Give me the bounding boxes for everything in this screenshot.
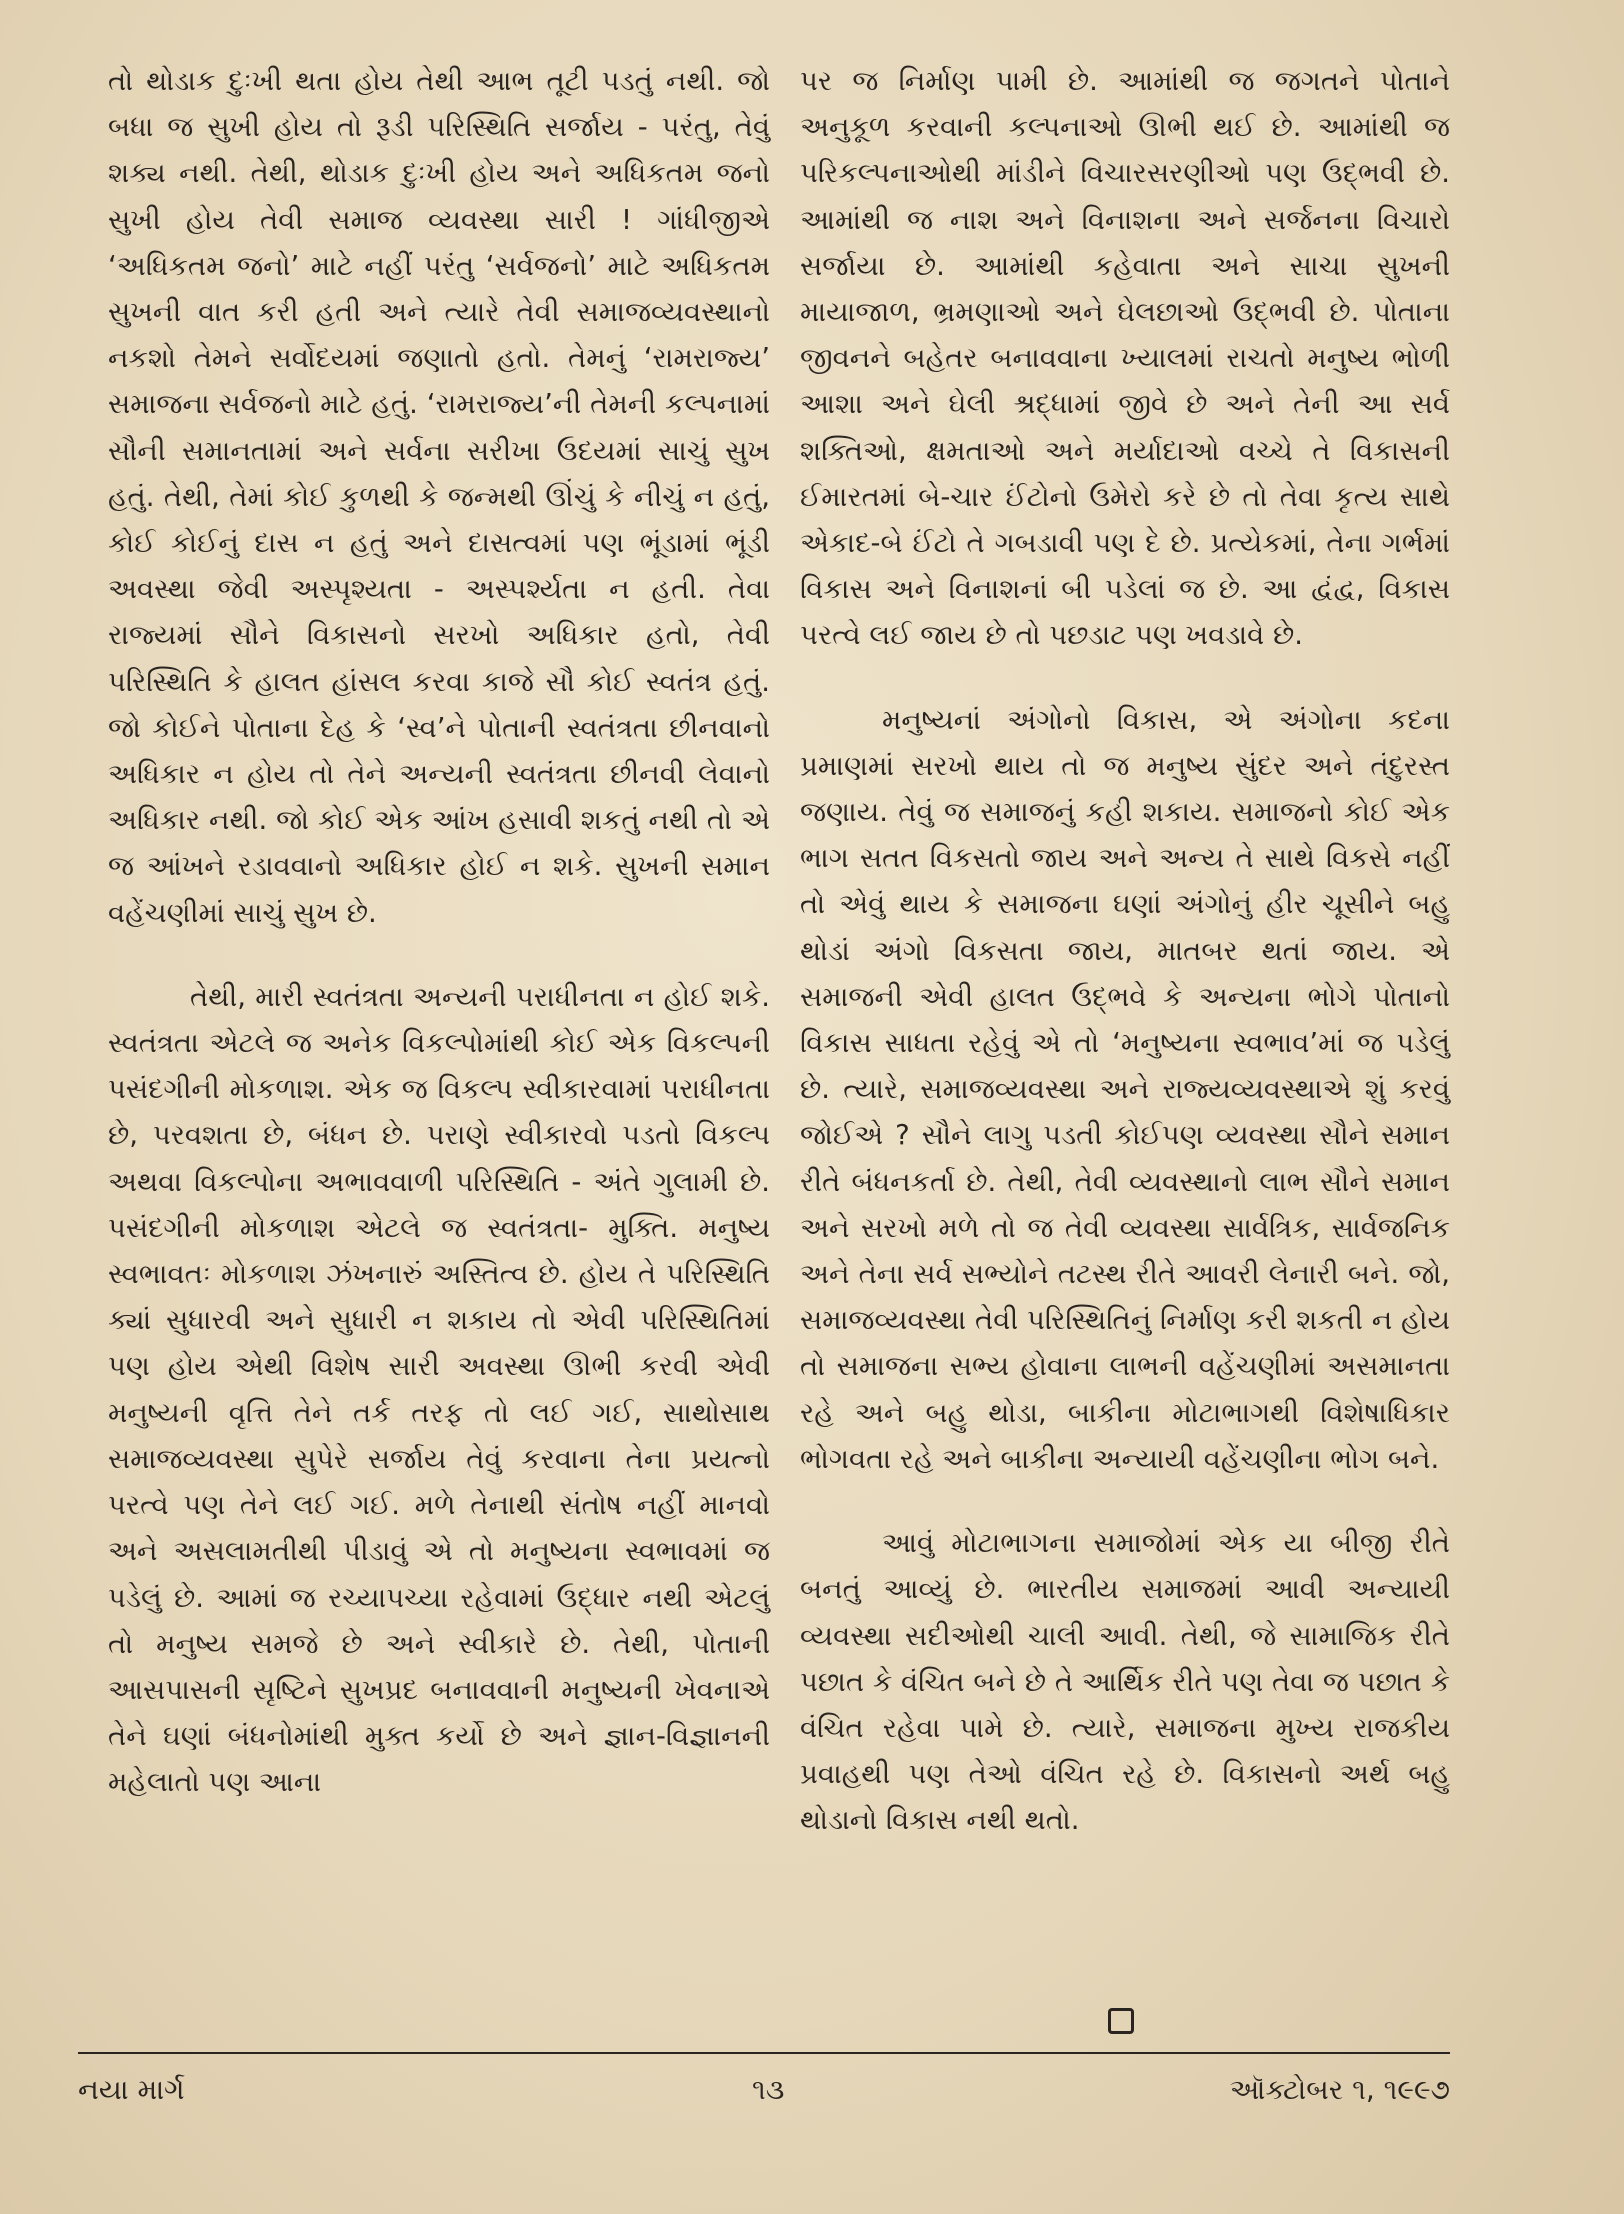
right-column xyxy=(800,58,1450,1844)
end-of-article-square-icon xyxy=(1108,2008,1134,2034)
paragraph: તો થોડાક દુઃખી થતા હોય તેથી આભ તૂટી પડતું નથી. જો બધા જ સુખી હોય તો રૂડી પરિસ્થિતિ સર્જાય - પરંતુ, તેવું શક્ય નથી. તેથી, થોડાક દુઃખી હોય અને અધિકતમ જનો સુખી હોય તેવી સમાજ વ્યવસ્થા સારી ! ગાંધીજીએ ‘અધિકતમ જનો’ માટે નહીં પરંતુ ‘સર્વજનો’ માટે અધિકતમ સુખની વાત કરી હતી અને ત્યારે તેવી સમાજવ્યવસ્થાનો નકશો તેમને સર્વોદયમાં જણાતો હતો. તેમનું ‘રામરાજ્ય’ સમાજના સર્વજનો માટે હતું. ‘રામરાજ્ય’ની તેમની કલ્પનામાં સૌની સમાનતામાં અને સર્વના સરીખા ઉદયમાં સાચું સુખ હતું. તેથી, તેમાં કોઈ કુળથી કે જન્મથી ઊંચું કે નીચું ન હતું, કોઈ કોઈનું દાસ ન હતું અને દાસત્વમાં પણ ભૂંડામાં ભૂંડી અવસ્થા જેવી અસ્પૃશ્યતા - અસ્પર્શ્યતા ન હતી. તેવા રાજ્યમાં સૌને વિકાસનો સરખો અધિકાર હતો, તેવી પરિસ્થિતિ કે હાલત હાંસલ કરવા કાજે સૌ કોઈ સ્વતંત્ર હતું. જો કોઈને પોતાના દેહ કે ‘સ્વ’ને પોતાની સ્વતંત્રતા છીનવાનો અધિકાર ન હોય તો તેને અન્યની સ્વતંત્રતા છીનવી લેવાનો અધિકાર નથી. જો કોઈ એક આંખ હસાવી શકતું નથી તો એ જ આંખને રડાવવાનો અધિકાર હોઈ ન શકે. સુખની સમાન વહેંચણીમાં સાચું સુખ છે. xyxy=(108,65,770,929)
page-number: ૧૩ xyxy=(752,2073,785,2106)
footer-divider xyxy=(78,2052,1450,2054)
paragraph: તેથી, મારી સ્વતંત્રતા અન્યની પરાધીનતા ન હોઈ શકે. સ્વતંત્રતા એટલે જ અનેક વિકલ્પોમાંથી કોઈ એક વિકલ્પની પસંદગીની મોકળાશ. એક જ વિકલ્પ સ્વીકારવામાં પરાધીનતા છે, પરવશતા છે, બંધન છે. પરાણે સ્વીકારવો પડતો વિકલ્પ અથવા વિકલ્પોના અભાવવાળી પરિસ્થિતિ - અંતે ગુલામી છે. પસંદગીની મોકળાશ એટલે જ સ્વતંત્રતા- મુક્તિ. મનુષ્ય સ્વભાવતઃ મોકળાશ ઝંખનારું અસ્તિત્વ છે. હોય તે પરિસ્થિતિ ક્યાં સુધારવી અને સુધારી ન શકાય તો એવી પરિસ્થિતિમાં પણ હોય એથી વિશેષ સારી અવસ્થા ઊભી કરવી એવી મનુષ્યની વૃત્તિ તેને તર્ક તરફ તો લઈ ગઈ, સાથોસાથ સમાજવ્યવસ્થા સુપેરે સર્જાય તેવું કરવાના તેના પ્રયત્નો પરત્વે પણ તેને લઈ ગઈ. મળે તેનાથી સંતોષ નહીં માનવો અને અસલામતીથી પીડાવું એ તો મનુષ્યના સ્વભાવમાં જ પડેલું છે. આમાં જ રચ્યાપચ્યા રહેવામાં ઉદ્ધાર નથી એટલું તો મનુષ્ય સમજે છે અને સ્વીકારે છે. તેથી, પોતાની આસપાસની સૃષ્ટિને સુખપ્રદ બનાવવાની મનુષ્યની ખેવનાએ તેને ઘણાં બંધનોમાંથી મુક્ત કર્યો છે અને જ્ઞાન-વિજ્ઞાનની મહેલાતો પણ આના xyxy=(108,980,770,1799)
left-column xyxy=(108,58,770,1806)
issue-date: ઑક્ટોબર ૧, ૧૯૯૭ xyxy=(1229,2073,1450,2106)
paragraph: આવું મોટાભાગના સમાજોમાં એક યા બીજી રીતે બનતું આવ્યું છે. ભારતીય સમાજમાં આવી અન્યાયી વ્યવસ્થા સદીઓથી ચાલી આવી. તેથી, જે સામાજિક રીતે પછાત કે વંચિત બને છે તે આર્થિક રીતે પણ તેવા જ પછાત કે વંચિત રહેવા પામે છે. ત્યારે, સમાજના મુખ્ય રાજકીય પ્રવાહથી પણ તેઓ વંચિત રહે છે. વિકાસનો અર્થ બહુ થોડાનો વિકાસ નથી થતો. xyxy=(800,1527,1450,1837)
paragraph: પર જ નિર્માણ પામી છે. આમાંથી જ જગતને પોતાને અનુકૂળ કરવાની કલ્પનાઓ ઊભી થઈ છે. આમાંથી જ પરિકલ્પનાઓથી માંડીને વિચારસરણીઓ પણ ઉદ્‌ભવી છે. આમાંથી જ નાશ અને વિનાશના અને સર્જનના વિચારો સર્જાયા છે. આમાંથી કહેવાતા અને સાચા સુખની માયાજાળ, ભ્રમણાઓ અને ઘેલછાઓ ઉદ્‌ભવી છે. પોતાના જીવનને બહેતર બનાવવાના ખ્યાલમાં રાચતો મનુષ્ય ભોળી આશા અને ઘેલી શ્રદ્ધામાં જીવે છે અને તેની આ સર્વ શક્તિઓ, ક્ષમતાઓ અને મર્યાદાઓ વચ્ચે તે વિકાસની ઈમારતમાં બે-ચાર ઈંટોનો ઉમેરો કરે છે તો તેવા કૃત્ય સાથે એકાદ-બે ઈંટો તે ગબડાવી પણ દે છે. પ્રત્યેકમાં, તેના ગર્ભમાં વિકાસ અને વિનાશનાં બી પડેલાં જ છે. આ દ્વંદ્વ, વિકાસ પરત્વે લઈ જાય છે તો પછડાટ પણ ખવડાવે છે. xyxy=(800,65,1450,652)
paragraph: મનુષ્યનાં અંગોનો વિકાસ, એ અંગોના કદના પ્રમાણમાં સરખો થાય તો જ મનુષ્ય સુંદર અને તંદુરસ્ત જણાય. તેવું જ સમાજનું કહી શકાય. સમાજનો કોઈ એક ભાગ સતત વિકસતો જાય અને અન્ય તે સાથે વિકસે નહીં તો એવું થાય કે સમાજના ઘણાં અંગોનું હીર ચૂસીને બહુ થોડાં અંગો વિકસતા જાય, માતબર થતાં જાય. એ સમાજની એવી હાલત ઉદ્‌ભવે કે અન્યના ભોગે પોતાનો વિકાસ સાધતા રહેવું એ તો ‘મનુષ્યના સ્વભાવ’માં જ પડેલું છે. ત્યારે, સમાજવ્યવસ્થા અને રાજ્યવ્યવસ્થાએ શું કરવું જોઈએ ? સૌને લાગુ પડતી કોઈપણ વ્યવસ્થા સૌને સમાન રીતે બંધનકર્તા છે. તેથી, તેવી વ્યવસ્થાનો લાભ સૌને સમાન અને સરખો મળે તો જ તેવી વ્યવસ્થા સાર્વત્રિક, સાર્વજનિક અને તેના સર્વ સભ્યોને તટસ્થ રીતે આવરી લેનારી બને. જો, સમાજવ્યવસ્થા તેવી પરિસ્થિતિનું નિર્માણ કરી શકતી ન હોય તો સમાજના સભ્ય હોવાના લાભની વહેંચણીમાં અસમાનતા રહે અને બહુ થોડા, બાકીના મોટાભાગથી વિશેષાધિકાર ભોગવતા રહે અને બાકીના અન્યાયી વહેંચણીના ભોગ બને. xyxy=(800,703,1450,1475)
publication-name: નયા માર્ગ xyxy=(78,2073,185,2106)
